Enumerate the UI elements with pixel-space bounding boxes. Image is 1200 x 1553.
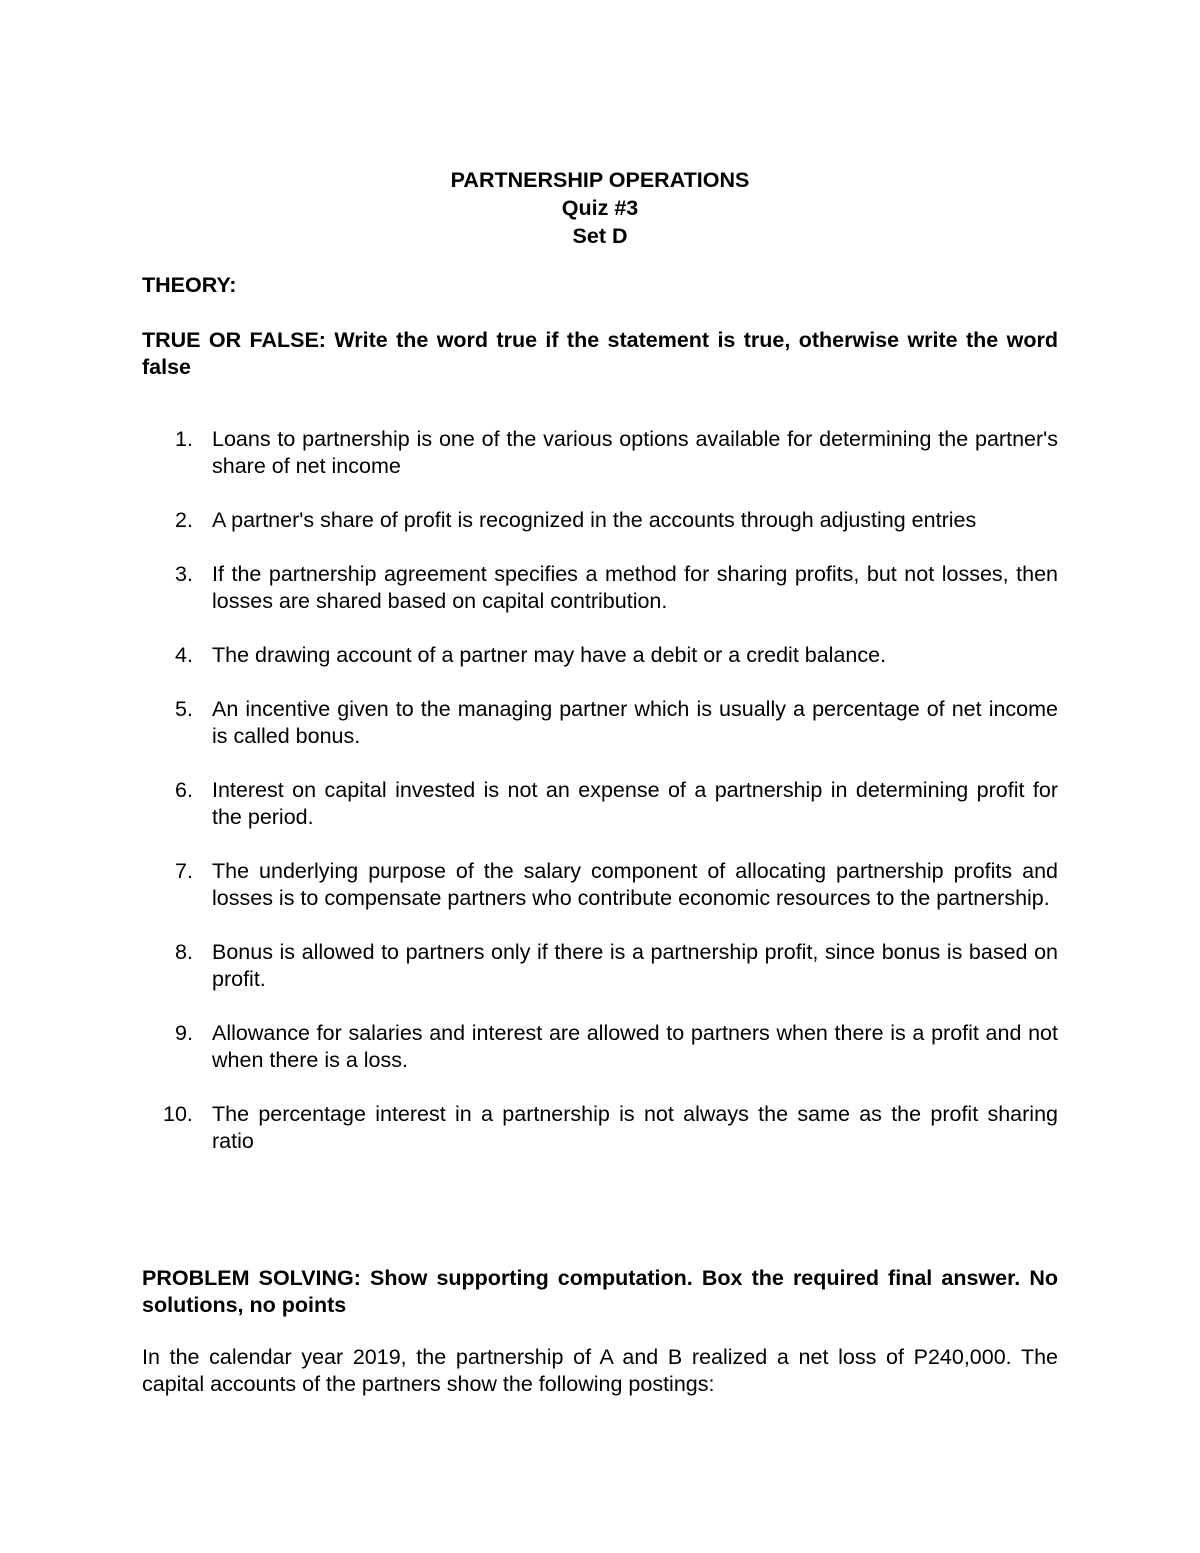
- list-item: [142, 561, 1058, 615]
- list-item: [142, 1020, 1058, 1074]
- list-item: [142, 426, 1058, 480]
- item-number: 3.: [175, 562, 193, 586]
- list-item: [142, 1101, 1058, 1155]
- item-number: 10.: [163, 1102, 193, 1126]
- problem-paragraph: In the calendar year 2019, the partnership of A and B realized a net loss of P240,000. The capital accounts of the partners show the following postings:: [142, 1345, 1058, 1396]
- list-item: [142, 939, 1058, 993]
- list-item: [142, 696, 1058, 750]
- item-text: If the partnership agreement specifies a method for sharing profits, but not losses, then losses are shared based on capital contribution.: [212, 562, 1058, 613]
- true-false-list: [142, 426, 1058, 1182]
- set-label: Set D: [572, 224, 628, 248]
- document-title: PARTNERSHIP OPERATIONS: [450, 168, 750, 192]
- list-item: [142, 507, 1058, 534]
- item-number: 8.: [175, 940, 193, 964]
- item-text: A partner's share of profit is recognized in the accounts through adjusting entries: [212, 508, 977, 532]
- item-number: 7.: [175, 859, 193, 883]
- list-item: [142, 858, 1058, 912]
- item-number: 2.: [175, 508, 193, 532]
- item-text: The percentage interest in a partnership is not always the same as the profit sharing ratio: [212, 1102, 1058, 1153]
- item-number: 4.: [175, 643, 193, 667]
- list-item: [142, 777, 1058, 831]
- problem-solving-instructions: PROBLEM SOLVING: Show supporting computation. Box the required final answer. No solutions, no points: [142, 1266, 1058, 1317]
- item-text: Bonus is allowed to partners only if there is a partnership profit, since bonus is based on profit.: [212, 940, 1058, 991]
- item-text: Loans to partnership is one of the various options available for determining the partner's share of net income: [212, 427, 1058, 478]
- quiz-number: Quiz #3: [561, 196, 639, 220]
- item-text: The drawing account of a partner may have a debit or a credit balance.: [212, 643, 887, 667]
- item-number: 5.: [175, 697, 193, 721]
- list-item: [142, 642, 1058, 669]
- document-header: [0, 166, 1200, 250]
- item-text: The underlying purpose of the salary component of allocating partnership profits and losses is to compensate partners who contribute economic resources to the partnership.: [212, 859, 1058, 910]
- item-text: Allowance for salaries and interest are allowed to partners when there is a profit and not when there is a loss.: [212, 1021, 1058, 1072]
- item-text: Interest on capital invested is not an expense of a partnership in determining profit for the period.: [212, 778, 1058, 829]
- item-number: 1.: [175, 427, 193, 451]
- true-false-instructions: TRUE OR FALSE: Write the word true if the statement is true, otherwise write the word false: [142, 328, 1058, 379]
- item-text: An incentive given to the managing partner which is usually a percentage of net income is called bonus.: [212, 697, 1058, 748]
- theory-heading: THEORY:: [142, 273, 237, 297]
- item-number: 6.: [175, 778, 193, 802]
- item-number: 9.: [175, 1021, 193, 1045]
